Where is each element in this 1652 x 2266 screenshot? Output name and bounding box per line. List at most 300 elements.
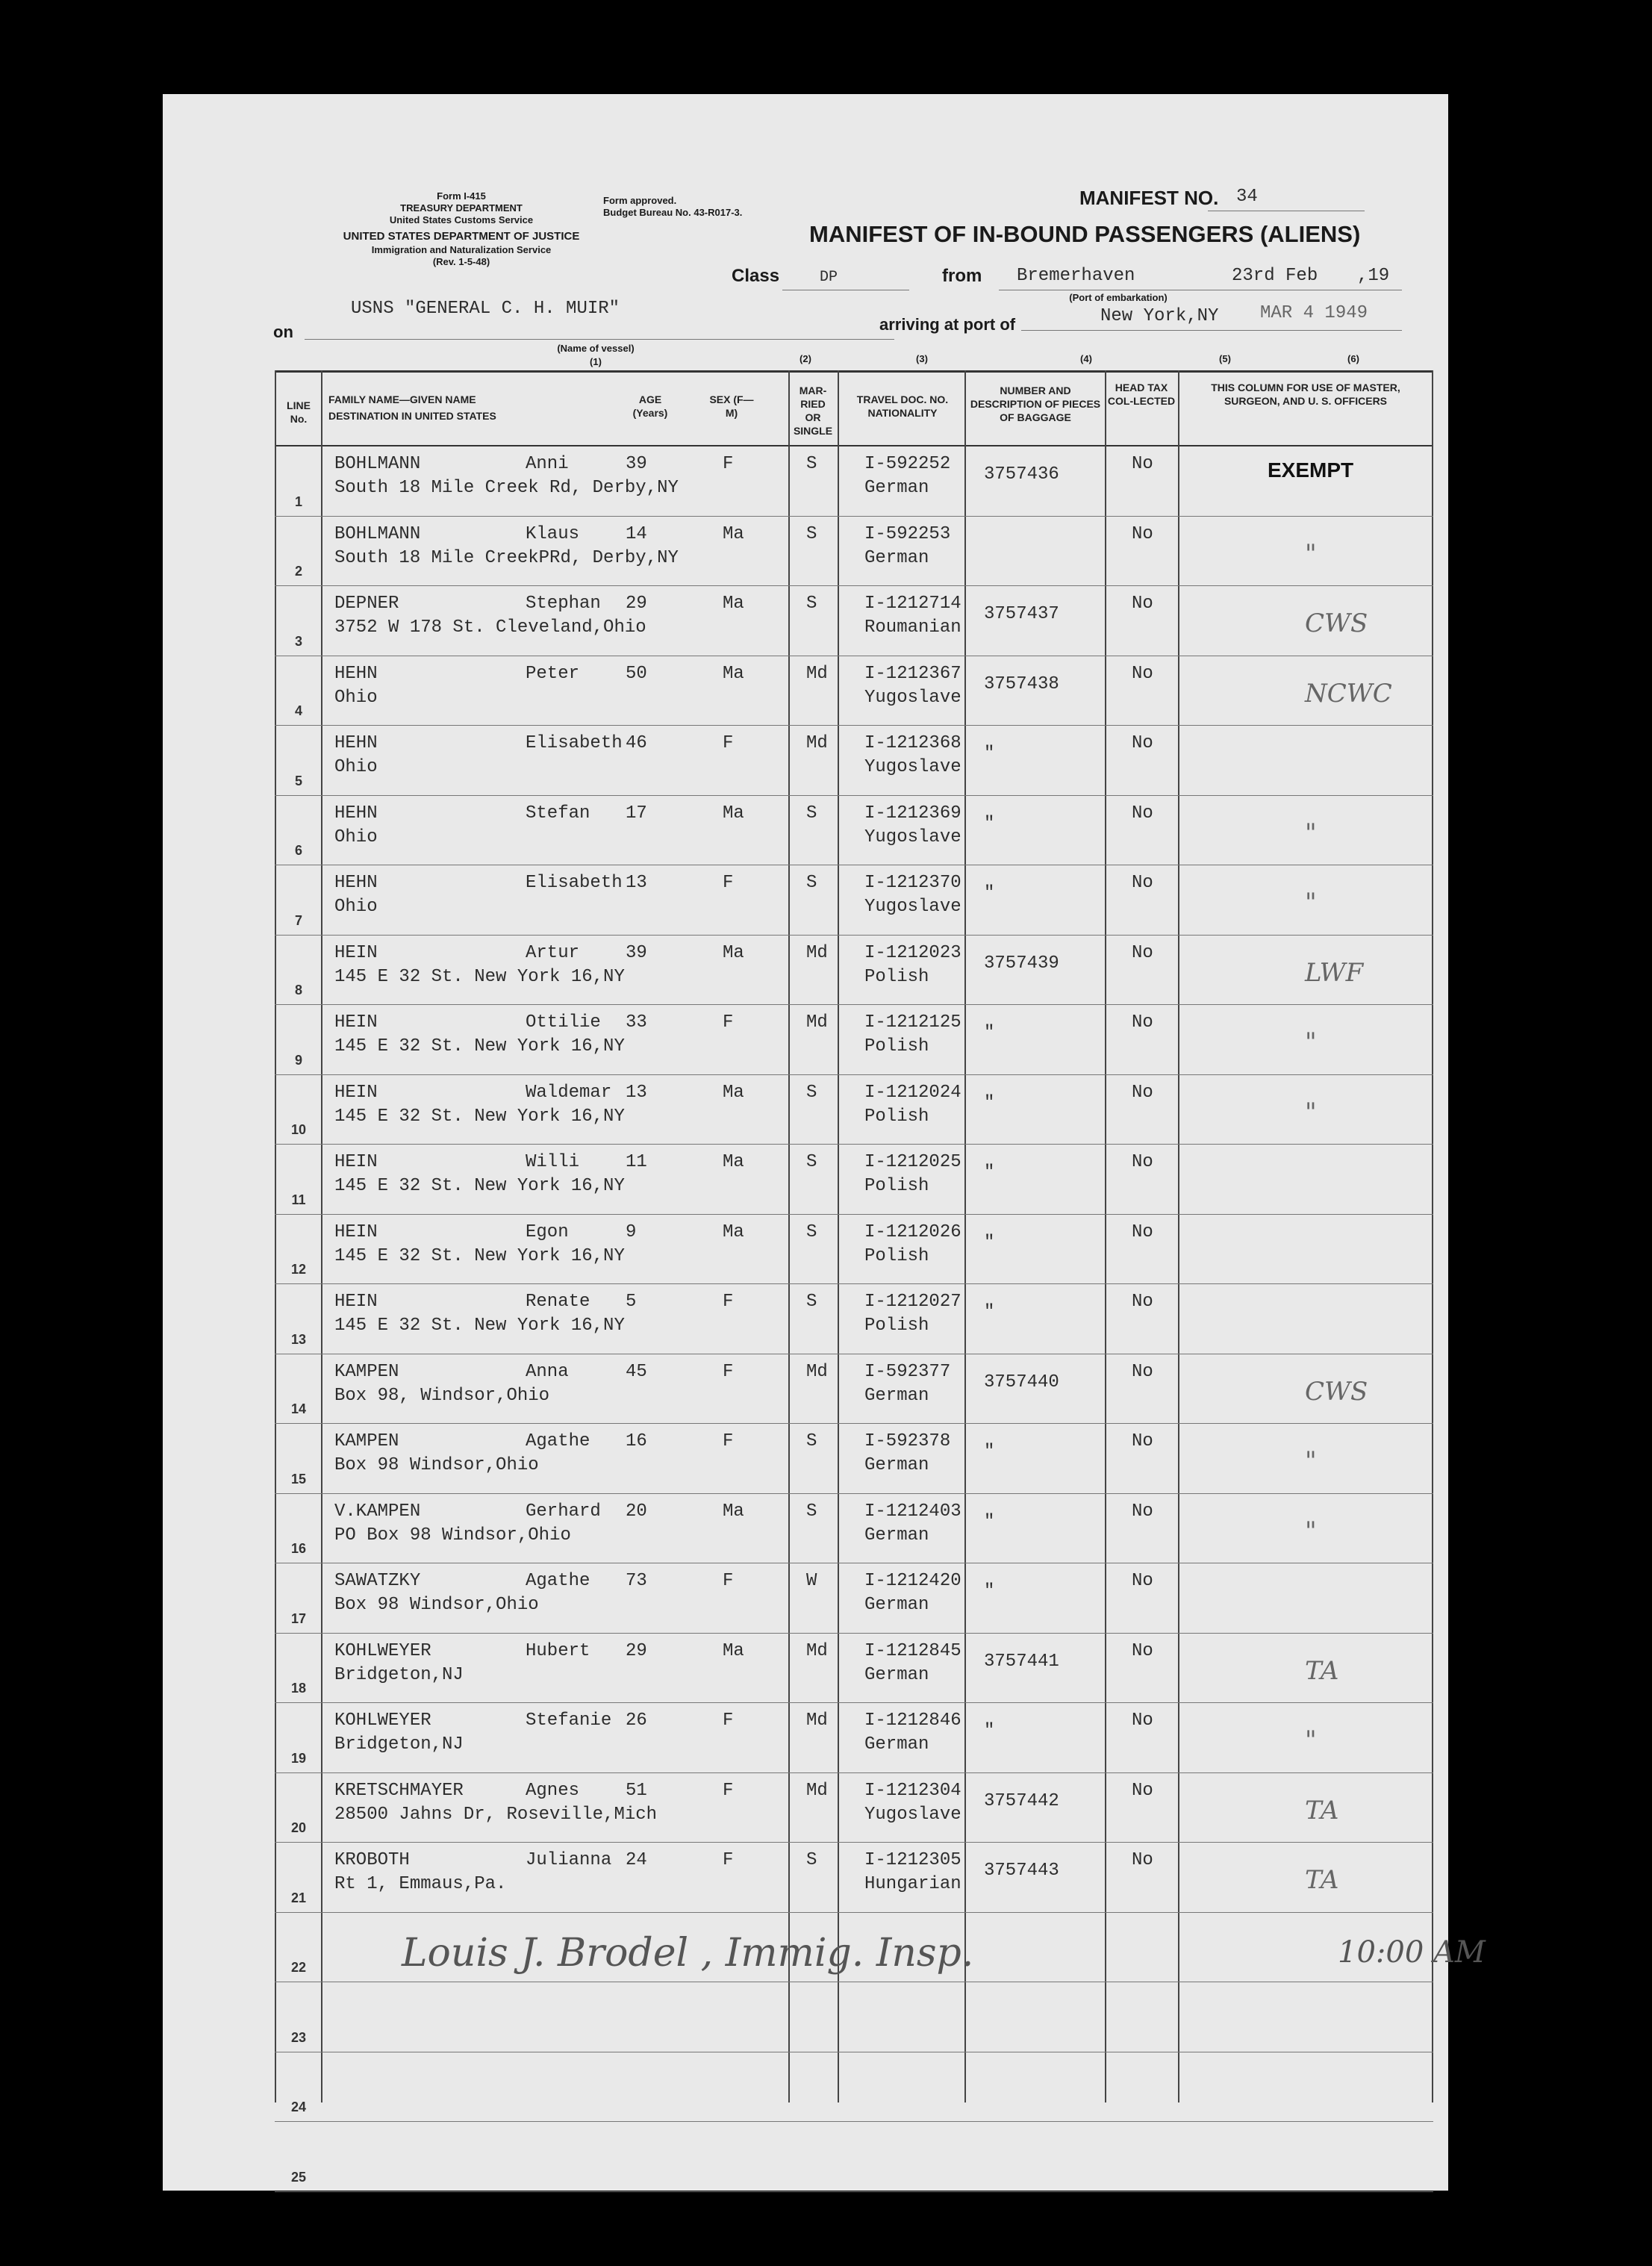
cell-dest: PO Box 98 Windsor,Ohio (334, 1525, 571, 1546)
embark-note: (Port of embarkation) (1069, 292, 1168, 303)
cell-dest: 145 E 32 St. New York 16,NY (334, 1106, 625, 1127)
cell-nat: Polish (864, 1316, 929, 1336)
cell-ms: S (806, 523, 817, 544)
table-row (275, 1075, 1433, 1145)
cell-dest: 145 E 32 St. New York 16,NY (334, 1036, 625, 1056)
cell-sex: F (723, 733, 734, 753)
cell-tax: No (1132, 1082, 1153, 1103)
cell-age: 16 (626, 1431, 647, 1451)
cell-sex: F (723, 1012, 734, 1033)
year-suffix-from: ,19 (1357, 266, 1390, 286)
row-number: 18 (290, 1681, 307, 1696)
table-row (275, 1773, 1433, 1843)
cell-tax: No (1132, 1221, 1153, 1242)
cell-ms: Md (806, 733, 828, 753)
cell-family: HEHN (334, 663, 378, 684)
row-number: 25 (290, 2169, 307, 2185)
cell-officer-note: NCWC (1305, 678, 1392, 709)
cell-doc: I-1212403 (864, 1501, 961, 1522)
cell-family: HEIN (334, 1012, 378, 1033)
manifest-no-value: 34 (1236, 187, 1258, 207)
cell-tax: No (1132, 1431, 1153, 1451)
vessel-col-num: (1) (590, 356, 602, 367)
manifest-no-label: MANIFEST NO. (1079, 187, 1219, 209)
cell-ms: Md (806, 1012, 828, 1033)
cell-ms: S (806, 1292, 817, 1312)
cell-ms: Md (806, 1361, 828, 1382)
cell-family: HEHN (334, 733, 378, 753)
cell-sex: Ma (723, 1640, 744, 1661)
cell-ms: S (806, 1501, 817, 1522)
cell-ms: S (806, 454, 817, 474)
cell-family: DEPNER (334, 594, 399, 614)
cell-sex: Ma (723, 1152, 744, 1172)
cell-doc: I-1212023 (864, 942, 961, 963)
cell-tax: No (1132, 1501, 1153, 1522)
row-number: 5 (294, 773, 302, 788)
cell-doc: I-1212305 (864, 1850, 961, 1870)
cell-officer-note: " (1305, 538, 1317, 569)
row-number: 2 (294, 564, 302, 579)
header-line-no: LINE No. (287, 399, 311, 425)
row-number: 7 (294, 912, 302, 928)
cell-officer-note: " (1305, 888, 1317, 918)
cell-family: BOHLMANN (334, 454, 421, 474)
justice-dept: UNITED STATES DEPARTMENT OF JUSTICE (343, 230, 580, 243)
cell-ms: S (806, 803, 817, 824)
from-value: Bremerhaven (1017, 266, 1135, 286)
ins-service: Immigration and Naturalization Service (371, 244, 552, 255)
table-row (275, 2122, 1433, 2192)
cell-family: KRETSCHMAYER (334, 1780, 464, 1801)
table-row (275, 1424, 1433, 1494)
cell-age: 46 (626, 733, 647, 753)
cell-age: 51 (626, 1780, 647, 1801)
cell-bag: 3757441 (984, 1651, 1059, 1672)
cell-tax: No (1132, 1361, 1153, 1382)
cell-doc: I-592253 (864, 523, 951, 544)
cell-officer-note: " (1305, 1097, 1317, 1127)
cell-officer-note: " (1305, 1725, 1317, 1755)
cell-sex: Ma (723, 803, 744, 824)
cell-tax: No (1132, 1711, 1153, 1731)
cell-tax: No (1132, 733, 1153, 753)
cell-family: KROBOTH (334, 1850, 410, 1870)
cell-ms: S (806, 1431, 817, 1451)
table-top-border (275, 370, 1433, 373)
cell-nat: Yugoslave (864, 1804, 961, 1825)
cell-nat: Polish (864, 1245, 929, 1266)
header-travel-doc: TRAVEL DOC. NO. NATIONALITY (856, 393, 949, 419)
cell-officer-note: LWF (1305, 957, 1364, 988)
cell-officer-note: " (1305, 818, 1317, 848)
table-row (275, 726, 1433, 796)
cell-bag: 3757442 (984, 1790, 1059, 1811)
arrival-port: New York,NY (1100, 306, 1219, 326)
row-number: 24 (290, 2100, 307, 2114)
cell-nat: German (864, 1525, 929, 1546)
cell-doc: I-1212026 (864, 1221, 961, 1242)
cell-dest: Ohio (334, 687, 378, 708)
inspector-signature: Louis J. Brodel , Immig. Insp. (402, 1931, 974, 1976)
row-number: 6 (294, 843, 302, 858)
cell-age: 24 (626, 1850, 647, 1870)
cell-dest: Ohio (334, 757, 378, 777)
row-number: 3 (294, 633, 302, 649)
cell-dest: South 18 Mile Creek Rd, Derby,NY (334, 478, 679, 498)
cell-nat: Roumanian (864, 617, 961, 638)
row-number: 12 (290, 1262, 307, 1277)
cell-dest: Box 98 Windsor,Ohio (334, 1455, 539, 1475)
cell-given: Willi (526, 1152, 580, 1172)
cell-bag: " (984, 744, 995, 764)
table-row (275, 1982, 1433, 2052)
cell-nat: German (864, 1734, 929, 1755)
cell-given: Agathe (526, 1431, 590, 1451)
cell-nat: Polish (864, 966, 929, 987)
cell-bag: 3757439 (984, 953, 1059, 974)
row-number: 15 (290, 1471, 307, 1487)
cell-doc: I-592377 (864, 1361, 951, 1382)
cell-family: KOHLWEYER (334, 1711, 431, 1731)
cell-sex: F (723, 1780, 734, 1801)
cell-sex: F (723, 1361, 734, 1382)
cell-officer-note: EXEMPT (1268, 458, 1354, 482)
cell-bag: " (984, 1023, 995, 1043)
cell-doc: I-1212714 (864, 594, 961, 614)
cell-sex: F (723, 1850, 734, 1870)
cell-ms: Md (806, 942, 828, 963)
cell-doc: I-1212369 (864, 803, 961, 824)
cell-dest: Ohio (334, 827, 378, 847)
cell-sex: F (723, 454, 734, 474)
cell-tax: No (1132, 1012, 1153, 1033)
manifest-sheet (163, 94, 1486, 2191)
cell-bag: 3757436 (984, 464, 1059, 485)
vessel-note: (Name of vessel) (557, 343, 635, 354)
cell-age: 29 (626, 1640, 647, 1661)
cell-bag: " (984, 1162, 995, 1183)
row-number: 1 (294, 494, 302, 509)
cell-officer-note: TA (1305, 1865, 1339, 1895)
cell-family: SAWATZKY (334, 1571, 421, 1591)
cell-bag: " (984, 813, 995, 834)
vessel-underline (305, 339, 894, 340)
class-label: Class (732, 266, 780, 286)
cell-family: BOHLMANN (334, 523, 421, 544)
cell-dest: Box 98 Windsor,Ohio (334, 1595, 539, 1615)
cell-age: 29 (626, 594, 647, 614)
cell-bag: " (984, 1511, 995, 1532)
row-number: 8 (294, 983, 302, 997)
customs-service: United States Customs Service (389, 214, 534, 225)
cell-family: HEIN (334, 942, 378, 963)
cell-sex: Ma (723, 1221, 744, 1242)
cell-tax: No (1132, 594, 1153, 614)
row-number: 14 (290, 1401, 307, 1416)
cell-given: Stephan (526, 594, 601, 614)
manifest-table (275, 370, 1433, 2185)
cell-officer-note: " (1305, 1027, 1317, 1057)
cell-dest: 145 E 32 St. New York 16,NY (334, 1245, 625, 1266)
col-num-4: (4) (1080, 353, 1092, 364)
cell-tax: No (1132, 1292, 1153, 1312)
cell-nat: Yugoslave (864, 687, 961, 708)
cell-sex: F (723, 1711, 734, 1731)
cell-age: 13 (626, 1082, 647, 1103)
row-number: 17 (290, 1610, 307, 1626)
cell-tax: No (1132, 803, 1153, 824)
cell-bag: " (984, 883, 995, 903)
cell-dest: Bridgeton,NJ (334, 1734, 464, 1755)
cell-age: 13 (626, 873, 647, 893)
cell-given: Agathe (526, 1571, 590, 1591)
treasury-dept: TREASURY DEPARTMENT (400, 202, 523, 214)
cell-nat: Yugoslave (864, 827, 961, 847)
on-label: on (273, 323, 293, 341)
cell-given: Agnes (526, 1780, 580, 1801)
cell-dest: Bridgeton,NJ (334, 1664, 464, 1685)
cell-given: Peter (526, 663, 580, 684)
cell-officer-note: TA (1305, 1655, 1339, 1686)
row-number: 16 (290, 1541, 307, 1556)
cell-tax: No (1132, 454, 1153, 474)
cell-doc: I-1212025 (864, 1152, 961, 1172)
cell-ms: Md (806, 1640, 828, 1661)
table-row (275, 936, 1433, 1006)
cell-doc: I-1212370 (864, 873, 961, 893)
cell-ms: S (806, 873, 817, 893)
cell-ms: Md (806, 1711, 828, 1731)
table-row (275, 1145, 1433, 1215)
manifest-title: MANIFEST OF IN-BOUND PASSENGERS (ALIENS) (809, 221, 1361, 247)
cell-doc: I-1212367 (864, 663, 961, 684)
vessel-name: USNS "GENERAL C. H. MUIR" (351, 299, 620, 319)
cell-given: Julianna (526, 1850, 612, 1870)
cell-given: Egon (526, 1221, 569, 1242)
cell-given: Stefan (526, 803, 590, 824)
cell-age: 14 (626, 523, 647, 544)
cell-tax: No (1132, 873, 1153, 893)
cell-dest: 145 E 32 St. New York 16,NY (334, 1316, 625, 1336)
header-married: MAR-RIED OR SINGLE (793, 385, 833, 437)
cell-doc: I-1212304 (864, 1780, 961, 1801)
header-destination: DESTINATION IN UNITED STATES (328, 410, 496, 422)
row-number: 4 (294, 703, 302, 718)
cell-officer-note: " (1305, 1446, 1317, 1476)
form-revision: (Rev. 1-5-48) (432, 256, 490, 267)
cell-family: KOHLWEYER (334, 1640, 431, 1661)
cell-doc: I-592378 (864, 1431, 951, 1451)
cell-ms: Md (806, 1780, 828, 1801)
table-row (275, 446, 1433, 517)
cell-given: Anni (526, 454, 569, 474)
cell-sex: Ma (723, 663, 744, 684)
cell-tax: No (1132, 942, 1153, 963)
table-row (275, 1634, 1433, 1704)
cell-bag: 3757437 (984, 604, 1059, 624)
header-sex: SEX (F—M) (709, 393, 754, 419)
cell-nat: Polish (864, 1106, 929, 1127)
cell-sex: F (723, 1571, 734, 1591)
cell-given: Waldemar (526, 1082, 612, 1103)
cell-sex: F (723, 873, 734, 893)
cell-ms: S (806, 1850, 817, 1870)
cell-tax: No (1132, 663, 1153, 684)
cell-bag: 3757438 (984, 673, 1059, 694)
cell-tax: No (1132, 1640, 1153, 1661)
row-number: 10 (290, 1122, 307, 1137)
arriving-underline (1021, 330, 1402, 331)
cell-nat: Hungarian (864, 1874, 961, 1894)
table-row (275, 656, 1433, 726)
col-num-3: (3) (916, 353, 928, 364)
cell-sex: F (723, 1431, 734, 1451)
cell-nat: German (864, 1385, 929, 1406)
cell-nat: Polish (864, 1036, 929, 1056)
cell-sex: Ma (723, 1082, 744, 1103)
cell-family: HEIN (334, 1221, 378, 1242)
cell-officer-note: CWS (1305, 1376, 1368, 1407)
table-row (275, 796, 1433, 866)
cell-family: V.KAMPEN (334, 1501, 421, 1522)
cell-dest: Rt 1, Emmaus,Pa. (334, 1874, 507, 1894)
cell-sex: Ma (723, 523, 744, 544)
header-head-tax: HEAD TAX COL-LECTED (1107, 382, 1176, 407)
cell-ms: W (806, 1571, 817, 1591)
cell-ms: S (806, 1082, 817, 1103)
cell-tax: No (1132, 523, 1153, 544)
table-row (275, 2052, 1433, 2123)
cell-age: 20 (626, 1501, 647, 1522)
cell-family: HEIN (334, 1152, 378, 1172)
cell-dest: 28500 Jahns Dr, Roseville,Mich (334, 1804, 658, 1825)
cell-age: 11 (626, 1152, 647, 1172)
cell-ms: S (806, 1152, 817, 1172)
table-row (275, 865, 1433, 936)
cell-dest: 145 E 32 St. New York 16,NY (334, 966, 625, 987)
cell-family: KAMPEN (334, 1431, 399, 1451)
cell-tax: No (1132, 1571, 1153, 1591)
cell-age: 26 (626, 1711, 647, 1731)
cell-bag: " (984, 1581, 995, 1602)
cell-bag: " (984, 1442, 995, 1462)
table-row (275, 1354, 1433, 1425)
cell-family: HEIN (334, 1292, 378, 1312)
row-number: 22 (290, 1960, 307, 1975)
budget-bureau: Budget Bureau No. 43-R017-3. (603, 207, 743, 218)
cell-ms: Md (806, 663, 828, 684)
cell-age: 9 (626, 1221, 637, 1242)
cell-nat: Yugoslave (864, 897, 961, 917)
cell-bag: 3757440 (984, 1372, 1059, 1392)
cell-officer-note: TA (1305, 1795, 1339, 1825)
cell-bag: " (984, 1092, 995, 1113)
cell-doc: I-1212845 (864, 1640, 961, 1661)
cell-doc: I-1212027 (864, 1292, 961, 1312)
cell-age: 73 (626, 1571, 647, 1591)
cell-given: Klaus (526, 523, 580, 544)
col-num-2: (2) (799, 353, 811, 364)
row-number: 23 (290, 2029, 307, 2045)
cell-sex: F (723, 1292, 734, 1312)
cell-doc: I-1212125 (864, 1012, 961, 1033)
row-number: 20 (290, 1820, 307, 1835)
header-name: FAMILY NAME—GIVEN NAME (328, 393, 476, 405)
cell-given: Ottilie (526, 1012, 601, 1033)
cell-bag: " (984, 1302, 995, 1322)
cell-tax: No (1132, 1850, 1153, 1870)
table-row (275, 1843, 1433, 1913)
row-number: 21 (290, 1890, 307, 1905)
cell-family: HEIN (334, 1082, 378, 1103)
cell-doc: I-1212420 (864, 1571, 961, 1591)
cell-age: 5 (626, 1292, 637, 1312)
cell-given: Renate (526, 1292, 590, 1312)
cell-age: 17 (626, 803, 647, 824)
cell-doc: I-1212368 (864, 733, 961, 753)
cell-doc: I-1212846 (864, 1711, 961, 1731)
cell-dest: 145 E 32 St. New York 16,NY (334, 1176, 625, 1196)
cell-dest: Ohio (334, 897, 378, 917)
cell-nat: German (864, 478, 929, 498)
cell-family: HEHN (334, 873, 378, 893)
cell-age: 45 (626, 1361, 647, 1382)
cell-given: Hubert (526, 1640, 590, 1661)
cell-officer-note: CWS (1305, 608, 1368, 638)
arrival-stamp: MAR 4 1949 (1260, 303, 1368, 323)
cell-officer-note: " (1305, 1516, 1317, 1546)
cell-given: Stefanie (526, 1711, 612, 1731)
cell-sex: Ma (723, 942, 744, 963)
cell-ms: S (806, 1221, 817, 1242)
table-row (275, 586, 1433, 656)
class-value: DP (820, 269, 838, 286)
cell-bag: " (984, 1721, 995, 1741)
table-row (275, 1494, 1433, 1564)
cell-dest: Box 98, Windsor,Ohio (334, 1385, 550, 1406)
col-num-6: (6) (1347, 353, 1359, 364)
cell-given: Artur (526, 942, 580, 963)
cell-family: KAMPEN (334, 1361, 399, 1382)
row-number: 11 (291, 1192, 306, 1207)
cell-dest: South 18 Mile CreekPRd, Derby,NY (334, 547, 679, 568)
cell-given: Elisabeth (526, 733, 623, 753)
cell-ms: S (806, 594, 817, 614)
cell-sex: Ma (723, 1501, 744, 1522)
header-officers: THIS COLUMN FOR USE OF MASTER, SURGEON, AND U. S. OFFICERS (1211, 382, 1400, 407)
arriving-label: arriving at port of (879, 315, 1016, 334)
cell-tax: No (1132, 1780, 1153, 1801)
table-row (275, 1703, 1433, 1773)
cell-nat: German (864, 547, 929, 568)
col-num-5: (5) (1219, 353, 1231, 364)
cell-nat: German (864, 1455, 929, 1475)
cell-nat: German (864, 1664, 929, 1685)
cell-given: Elisabeth (526, 873, 623, 893)
form-approved: Form approved. (603, 195, 677, 206)
table-row (275, 1563, 1433, 1634)
cell-sex: Ma (723, 594, 744, 614)
table-row (275, 1005, 1433, 1075)
row-number: 19 (290, 1750, 307, 1766)
cell-bag: " (984, 1232, 995, 1253)
cell-nat: Yugoslave (864, 757, 961, 777)
form-number: Form I-415 (437, 190, 486, 202)
cell-age: 33 (626, 1012, 647, 1033)
row-divider (275, 2191, 1433, 2192)
cell-family: HEHN (334, 803, 378, 824)
